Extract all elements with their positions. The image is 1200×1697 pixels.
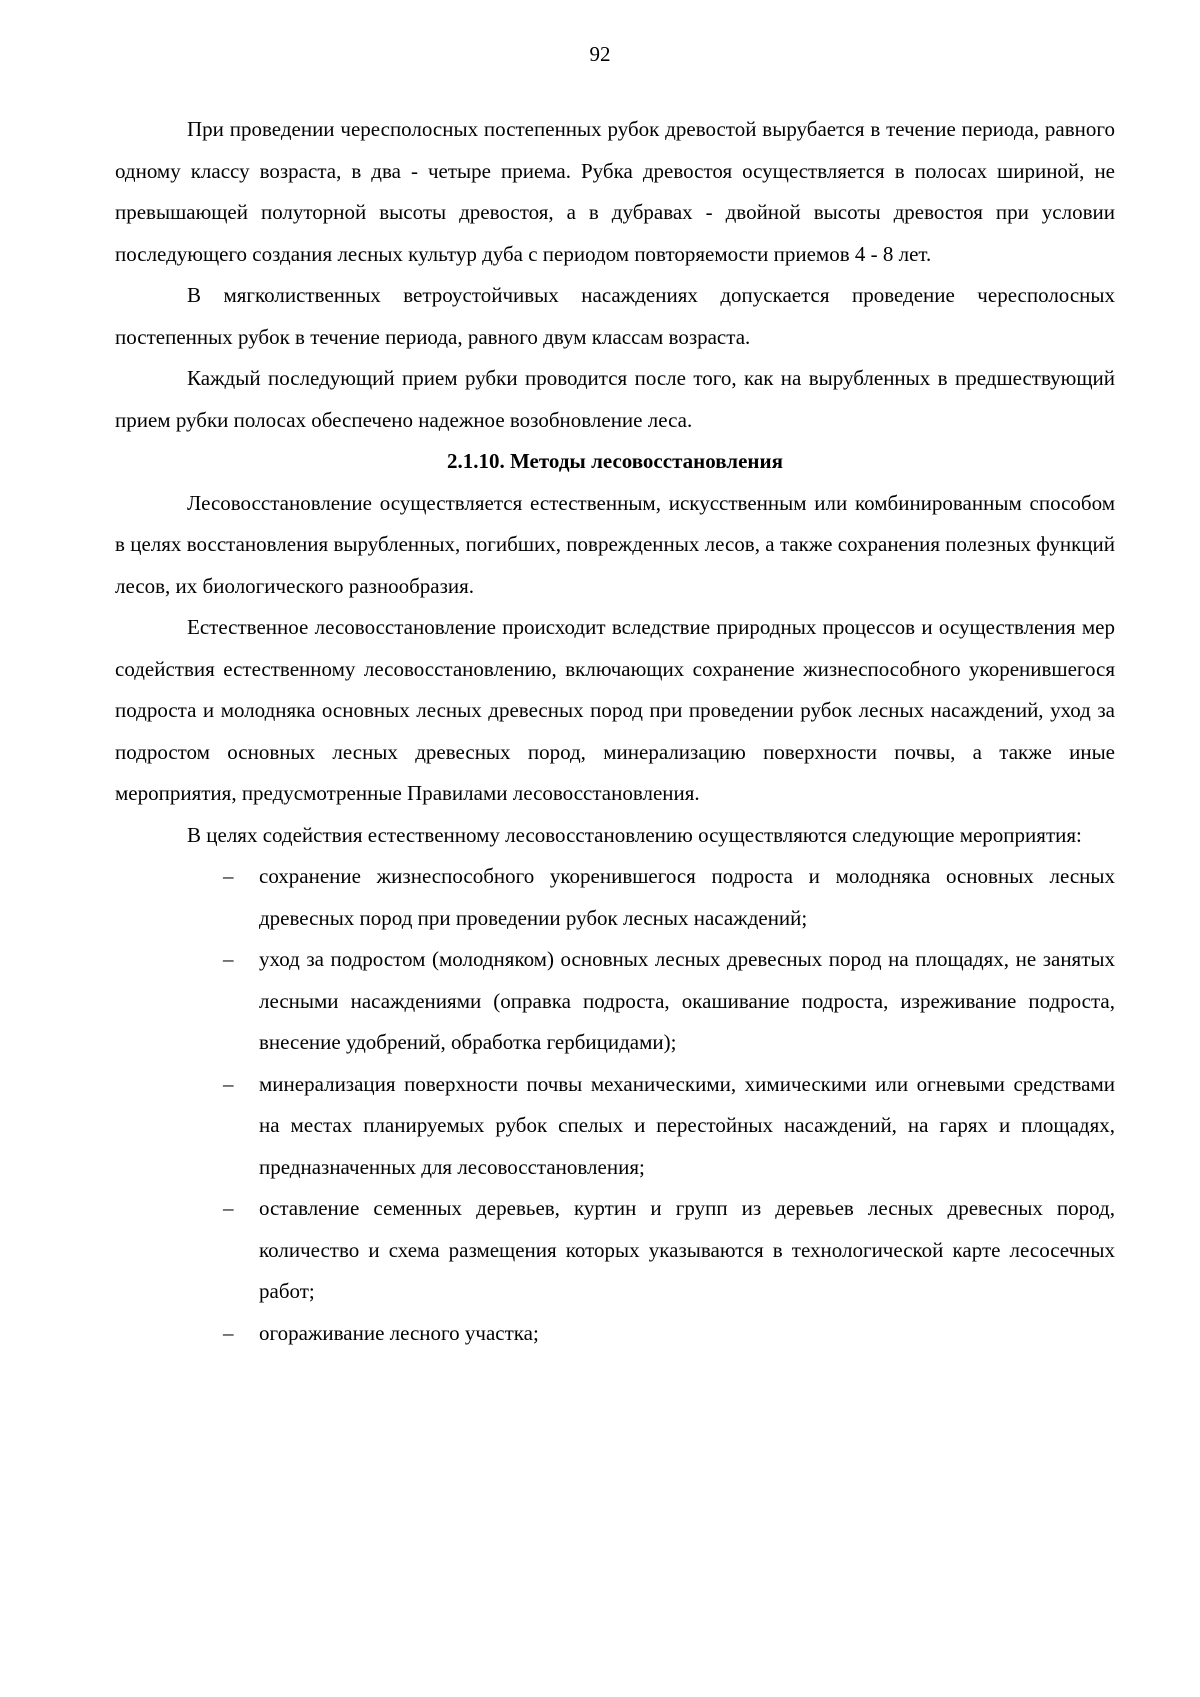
dash-bullet: – <box>223 1071 234 1096</box>
dash-bullet: – <box>223 1320 234 1345</box>
list-item <box>115 939 1115 1064</box>
dash-bullet: – <box>223 864 234 888</box>
list-item-text: сохранение жизнеспособного укоренившегося подроста и молодняка основных лесных древесных пород при проведении рубок лесных насаждений; <box>259 864 1115 930</box>
page-content <box>115 109 1115 1354</box>
list-item <box>115 856 1115 939</box>
measures-list <box>115 856 1115 1354</box>
dash-bullet: – <box>223 947 234 971</box>
list-item-text: огораживание лесного участка; <box>259 1320 539 1345</box>
list-item-text: минерализация поверхности почвы механическими, химическими или огневыми средствами на местах планируемых рубок спелых и перестойных насаждений, на гарях и площадях, предназначенных для лесовосстановления; <box>259 1071 1115 1179</box>
paragraph-reforestation-methods: Лесовосстановление осуществляется естественным, искусственным или комбинированным способом в целях восстановления вырубленных, погибших, поврежденных лесов, а также сохранения полезных функций лесов, их биологического разнообразия. <box>115 490 1115 598</box>
list-item-text: оставление семенных деревьев, куртин и групп из деревьев лесных древесных пород, количество и схема размещения которых указываются в технологической карте лесосечных работ; <box>259 1196 1115 1303</box>
list-item <box>115 1188 1115 1313</box>
paragraph-natural-reforestation: Естественное лесовосстановление происходит вследствие природных процессов и осуществления мер содействия естественному лесовосстановлению, включающих сохранение жизнеспособного укоренившегося подроста и молодняка основных лесных древесных пород при проведении рубок лесных насаждений, уход за подростом основных лесных древесных пород, минерализацию поверхности почвы, а также иные мероприятия, предусмотренные Правилами лесовосстановления. <box>115 615 1115 805</box>
page-number: 92 <box>589 42 611 66</box>
list-item <box>115 1064 1115 1189</box>
list-item-text: уход за подростом (молодняком) основных лесных древесных пород на площадях, не занятых лесными насаждениями (оправка подроста, окашивание подроста, изреживание подроста, внесение удобрений, обработка гербицидами); <box>259 947 1115 1054</box>
paragraph-measures-intro: В целях содействия естественному лесовосстановлению осуществляются следующие мероприятия: <box>187 822 1082 847</box>
paragraph-subsequent-cutting: Каждый последующий прием рубки проводится после того, как на вырубленных в предшествующий прием рубки полосах обеспечено надежное возобновление леса. <box>115 366 1115 432</box>
paragraph-strip-cutting: При проведении чересполосных постепенных рубок древостой вырубается в течение периода, равного одному классу возраста, в два - четыре приема. Рубка древостоя осуществляется в полосах шириной, не превышающей полуторной высоты древостоя, а в дубравах - двойной высоты древостоя при условии последующего создания лесных культур дуба с периодом повторяемости приемов 4 - 8 лет. <box>115 117 1115 266</box>
list-item <box>115 1313 1115 1355</box>
dash-bullet: – <box>223 1196 234 1220</box>
paragraph-soft-leaved-stands: В мягколиственных ветроустойчивых насаждениях допускается проведение чересполосных постепенных рубок в течение периода, равного двум классам возраста. <box>115 283 1115 349</box>
section-heading: 2.1.10. Методы лесовосстановления <box>447 449 783 473</box>
